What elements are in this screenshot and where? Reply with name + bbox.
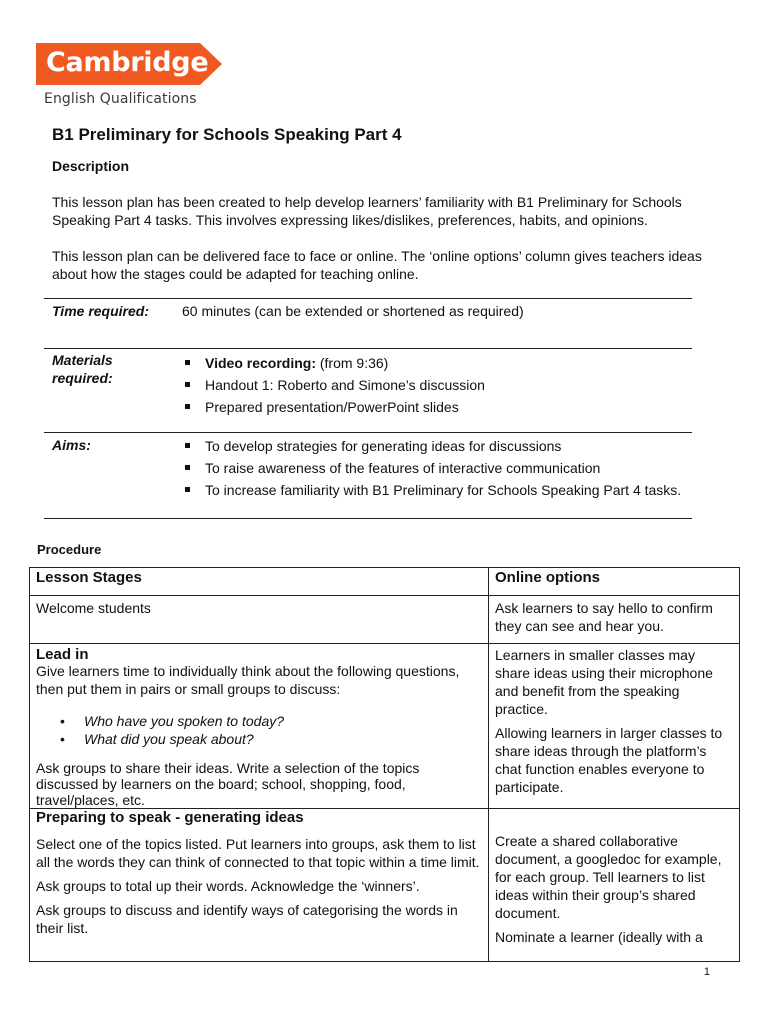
lead-in-followup: Ask groups to share their ideas. Write a selection of the topics discussed by learners on the board; school, shopping, food, travel/places, etc.	[36, 760, 420, 808]
stage-lead-in	[30, 644, 489, 809]
lead-in-questions	[36, 712, 482, 748]
divider	[44, 298, 692, 299]
online-generating-ideas	[489, 809, 740, 962]
materials-item: Handout 1: Roberto and Simone’s discussion	[182, 376, 485, 398]
video-time: (from 9:36)	[315, 355, 389, 371]
generating-ideas-step: Ask groups to total up their words. Acknowledge the ‘winners’.	[36, 878, 420, 894]
time-value: 60 minutes (can be extended or shortened as required)	[182, 303, 524, 319]
divider	[44, 432, 692, 433]
aim-item: To develop strategies for generating ideas for discussions	[182, 437, 681, 459]
question-item: • What did you speak about?	[36, 730, 482, 748]
generating-ideas-step: Ask groups to discuss and identify ways of categorising the words in their list.	[36, 902, 458, 936]
online-option-text: Learners in smaller classes may share ideas using their microphone and benefit from the speaking practice.	[495, 647, 713, 717]
logo-subtitle: English Qualifications	[44, 91, 197, 107]
procedure-table	[29, 567, 740, 962]
online-welcome: Ask learners to say hello to confirm they can see and hear you.	[489, 596, 740, 644]
online-option-text: Create a shared collaborative document, a googledoc for example, for each group. Tell learners to list ideas within their group’s shared document.	[495, 833, 722, 921]
table-header-row	[30, 568, 740, 596]
cambridge-logo	[36, 43, 222, 85]
divider	[44, 518, 692, 519]
online-option-text: Nominate a learner (ideally with a	[495, 929, 703, 945]
online-lead-in	[489, 644, 740, 809]
aim-item: To raise awareness of the features of interactive communication	[182, 459, 681, 481]
aims-label: Aims:	[52, 437, 91, 453]
materials-label: Materials required:	[52, 352, 113, 386]
materials-list	[182, 354, 485, 420]
page-title: B1 Preliminary for Schools Speaking Part 4	[52, 125, 402, 144]
page-number: 1	[703, 966, 710, 978]
materials-item: Prepared presentation/PowerPoint slides	[182, 398, 485, 420]
question-item: • Who have you spoken to today?	[36, 712, 482, 730]
stage-welcome: Welcome students	[30, 596, 489, 644]
generating-ideas-step: Select one of the topics listed. Put learners into groups, ask them to list all the words they can think of connected to that topic within a time limit.	[36, 836, 480, 870]
table-row	[30, 596, 740, 644]
stage-title: Preparing to speak - generating ideas	[36, 809, 304, 826]
video-label: Video recording:	[205, 355, 316, 371]
stage-title: Lead in	[36, 646, 89, 663]
description-para-1: This lesson plan has been created to help develop learners’ familiarity with B1 Preliminary for Schools Speaking Part 4 tasks. This involves expressing likes/dislikes, preferences, habits, and opinions.	[52, 194, 682, 228]
aims-list	[182, 437, 681, 503]
materials-item	[182, 354, 485, 376]
col-header-stages: Lesson Stages	[30, 568, 489, 596]
logo-wordmark: Cambridge	[46, 47, 209, 78]
aim-item: To increase familiarity with B1 Preliminary for Schools Speaking Part 4 tasks.	[182, 481, 681, 503]
lead-in-instructions: Give learners time to individually think about the following questions, then put them in pairs or small groups to discuss:	[36, 663, 460, 697]
stage-generating-ideas	[30, 809, 489, 962]
description-para-2: This lesson plan can be delivered face to face or online. The ‘online options’ column gives teachers ideas about how the stages could be adapted for teaching online.	[52, 248, 702, 282]
description-heading: Description	[52, 158, 130, 174]
procedure-heading: Procedure	[37, 542, 102, 557]
time-label: Time required:	[52, 303, 149, 319]
table-row	[30, 809, 740, 962]
divider	[44, 348, 692, 349]
online-option-text: Allowing learners in larger classes to share ideas through the platform’s chat function enables everyone to participate.	[495, 725, 723, 795]
table-row	[30, 644, 740, 809]
col-header-online: Online options	[489, 568, 740, 596]
